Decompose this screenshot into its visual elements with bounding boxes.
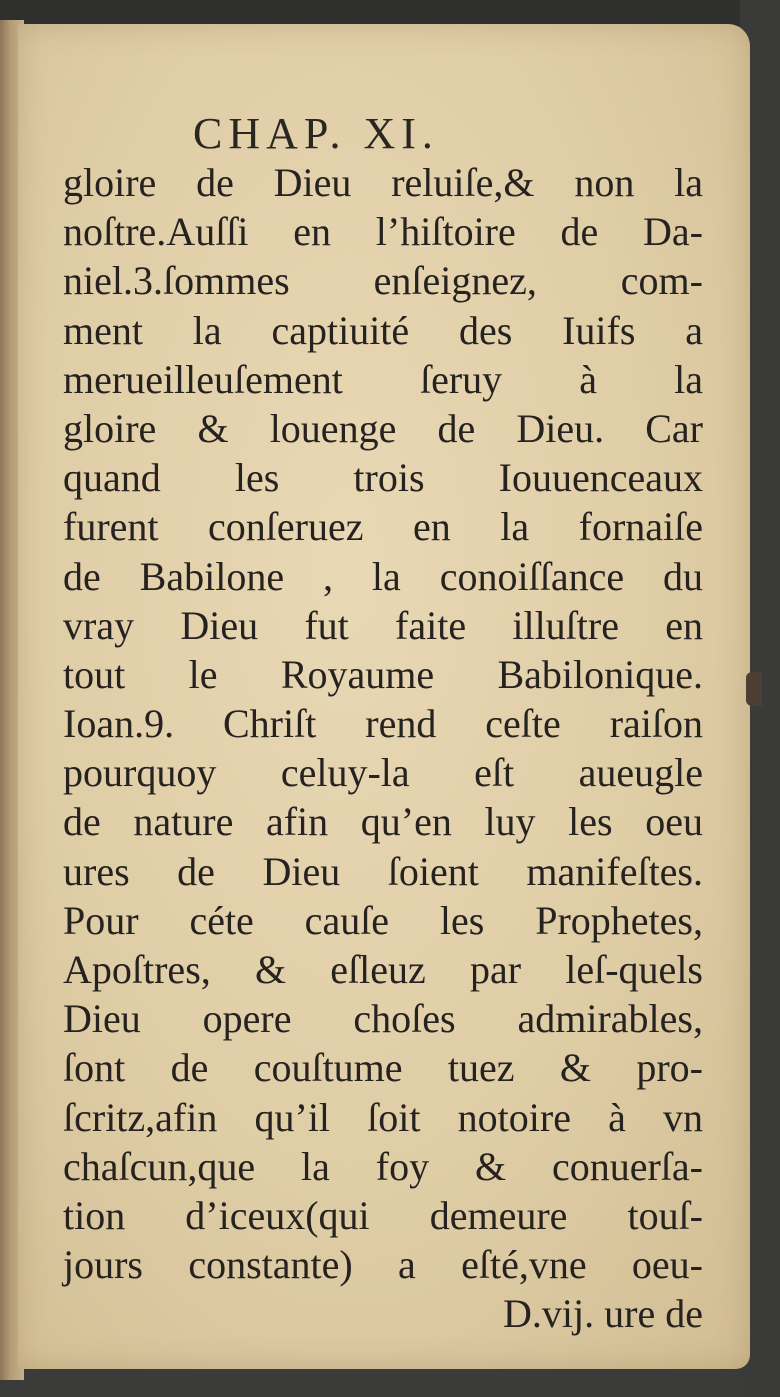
text-line: ſcritz,afin qu’il ſoit notoire à vn — [63, 1094, 703, 1140]
text-line: gloire de Dieu reluiſe,& non la — [63, 160, 703, 205]
page-text-body — [63, 158, 703, 1339]
text-line: chaſcun,que la foy & conuerſa- — [63, 1143, 703, 1189]
text-line: tion d’iceux(qui demeure touſ- — [63, 1192, 703, 1238]
text-line: de nature afin qu’en luy les oeu — [63, 799, 703, 845]
chapter-header: CHAP. XI. — [193, 109, 439, 158]
text-line: Pour céte cauſe les Prophetes, — [63, 897, 703, 943]
text-line: tout le Royaume Babilonique. — [63, 651, 703, 697]
text-line: Apoſtres, & eſleuz par leſ-quels — [63, 947, 703, 992]
page-tab-marker — [746, 672, 762, 706]
text-line: jours constante) a eſté,vne oeu- — [63, 1242, 703, 1288]
text-line: ment la captiuité des Iuifs a — [63, 307, 703, 353]
text-line: ſont de couſtume tuez & pro- — [63, 1045, 703, 1091]
book-page — [18, 24, 750, 1369]
text-line: merueilleuſement ſeruy à la — [63, 356, 703, 402]
text-line: Ioan.9. Chriſt rend ceſte raiſon — [63, 701, 703, 747]
text-line: ures de Dieu ſoient manifeſtes. — [63, 848, 703, 894]
text-line: niel.3.ſommes enſeignez, com- — [63, 258, 703, 304]
text-line: de Babilone , la conoiſſance du — [63, 553, 703, 599]
signature-catchword-line: D.vij. ure de — [503, 1291, 703, 1337]
text-line: gloire & louenge de Dieu. Car — [63, 405, 703, 451]
text-line: pourquoy celuy-la eſt aueugle — [63, 750, 703, 796]
text-line: furent conſeruez en la fornaiſe — [63, 504, 703, 550]
text-line: quand les trois Iouuenceaux — [63, 455, 703, 501]
text-line: vray Dieu fut faite illuſtre en — [63, 602, 703, 648]
text-line: Dieu opere choſes admirables, — [63, 996, 703, 1042]
text-line: noſtre.Auſſi en l’hiſtoire de Da- — [63, 209, 703, 255]
